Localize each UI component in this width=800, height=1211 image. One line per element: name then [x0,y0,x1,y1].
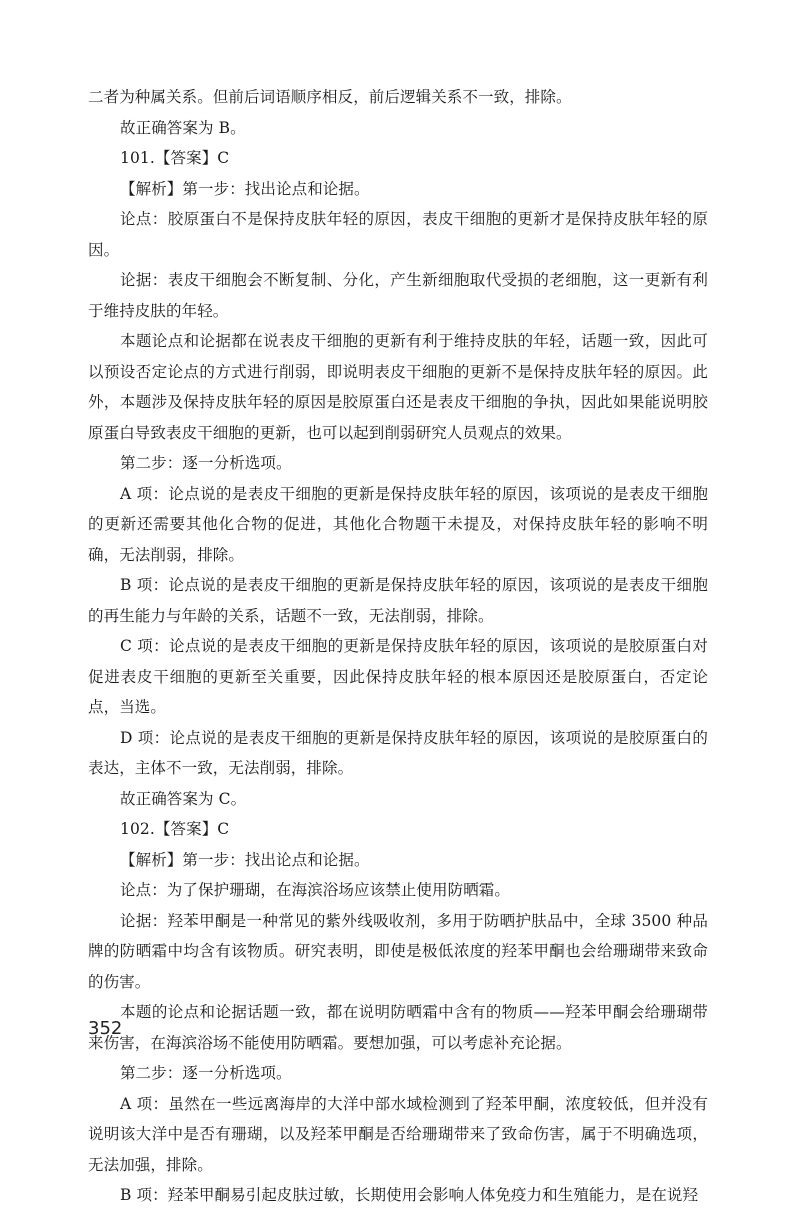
option-c: C 项：论点说的是表皮干细胞的更新是保持皮肤年轻的原因，该项说的是胶原蛋白对促进表皮干细胞的更新至关重要，因此保持皮肤年轻的根本原因还是胶原蛋白，否定论点，当选。 [88,637,708,716]
paragraph: 第二步：逐一分析选项。 [120,454,292,472]
paragraph: 论点：为了保护珊瑚，在海滨浴场应该禁止使用防晒霜。 [120,881,511,899]
option-b: B 项：羟苯甲酮易引起皮肤过敏，长期使用会影响人体免疫力和生殖能力，是在说羟 [120,1186,699,1204]
analysis-heading: 【解析】第一步：找出论点和论据。 [120,850,370,869]
paragraph: 第二步：逐一分析选项。 [120,1064,292,1082]
option-b: B 项：论点说的是表皮干细胞的更新是保持皮肤年轻的原因，该项说的是表皮干细胞的再生能力与年龄的关系，话题不一致，无法削弱，排除。 [88,576,708,625]
page-number: 352 [88,1018,123,1039]
paragraph: 论据：表皮干细胞会不断复制、分化，产生新细胞取代受损的老细胞，这一更新有利于维持皮肤的年轻。 [88,271,708,320]
paragraph: 二者为种属关系。但前后词语顺序相反，前后逻辑关系不一致，排除。 [88,88,572,106]
paragraph: 论据：羟苯甲酮是一种常见的紫外线吸收剂，多用于防晒护肤品中，全球 3500 种品牌的防晒霜中均含有该物质。研究表明，即使是极低浓度的羟苯甲酮也会给珊瑚带来致命的伤害。 [88,911,708,991]
paragraph: 本题论点和论据都在说表皮干细胞的更新有利于维持皮肤的年轻，话题一致，因此可以预设否定论点的方式进行削弱，即说明表皮干细胞的更新不是保持皮肤年轻的原因。此外，本题涉及保持皮肤年轻的原因是胶原蛋白还是表皮干细胞的争执，因此如果能说明胶原蛋白导致表皮干细胞的更新，也可以起到削弱研究人员观点的效果。 [88,332,708,442]
answer-heading-102: 102.【答案】C [120,820,230,838]
paragraph: 故正确答案为 C。 [120,789,247,808]
option-a: A 项：论点说的是表皮干细胞的更新是保持皮肤年轻的原因，该项说的是表皮干细胞的更新还需要其他化合物的促进，其他化合物题干未提及，对保持皮肤年轻的影响不明确，无法削弱，排除。 [88,484,708,564]
paragraph: 故正确答案为 B。 [120,118,246,137]
paragraph: 论点：胶原蛋白不是保持皮肤年轻的原因，表皮干细胞的更新才是保持皮肤年轻的原因。 [88,210,708,259]
body-text [88,82,708,1211]
option-d: D 项：论点说的是表皮干细胞的更新是保持皮肤年轻的原因，该项说的是胶原蛋白的表达，主体不一致，无法削弱，排除。 [88,728,708,777]
answer-heading-101: 101.【答案】C [120,149,230,167]
option-a: A 项：虽然在一些远离海岸的大洋中部水域检测到了羟苯甲酮，浓度较低，但并没有说明该大洋中是否有珊瑚，以及羟苯甲酮是否给珊瑚带来了致命伤害，属于不明确选项，无法加强，排除。 [88,1094,708,1174]
analysis-heading: 【解析】第一步：找出论点和论据。 [120,179,370,198]
paragraph: 本题的论点和论据话题一致，都在说明防晒霜中含有的物质——羟苯甲酮会给珊瑚带来伤害，在海滨浴场不能使用防晒霜。要想加强，可以考虑补充论据。 [88,1003,708,1052]
